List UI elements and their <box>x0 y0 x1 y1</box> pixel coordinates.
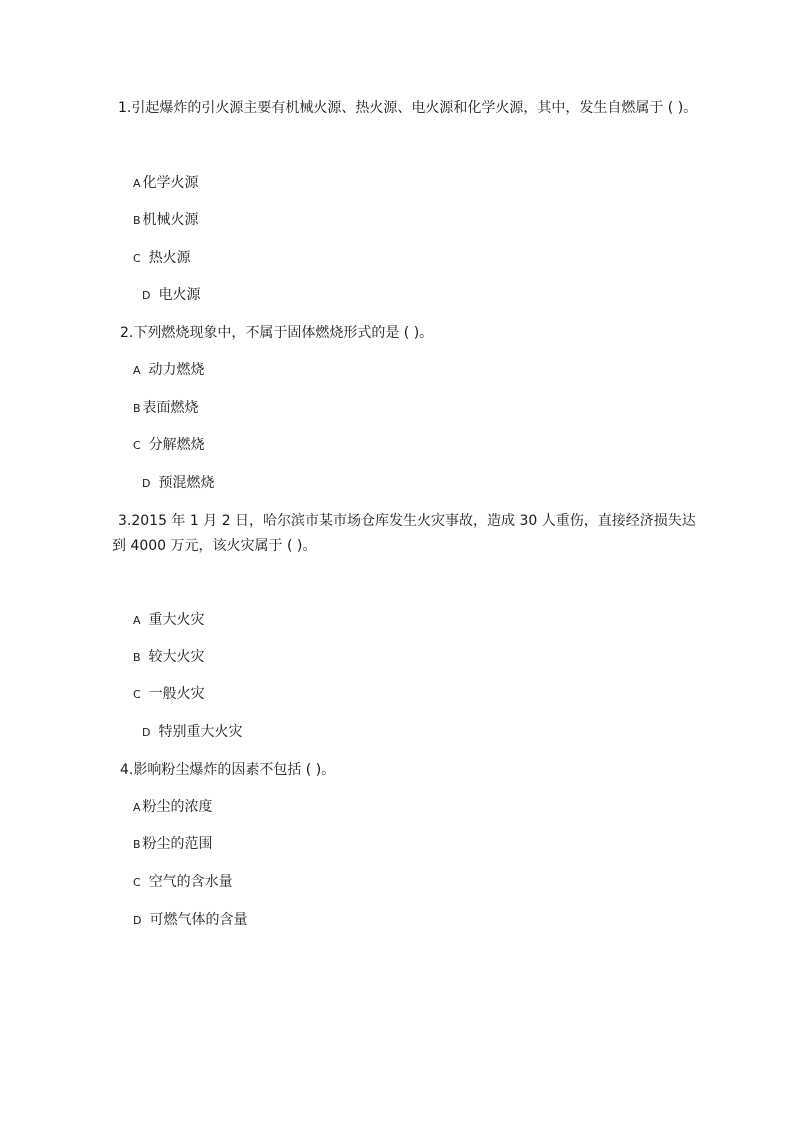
question-2-option-a <box>133 360 205 381</box>
question-1-option-d <box>142 285 200 306</box>
option-text: 重大火灾 <box>148 612 205 628</box>
option-letter: B <box>133 651 141 664</box>
option-text: 预混燃烧 <box>158 475 215 491</box>
question-4-option-a <box>133 797 213 818</box>
option-letter: C <box>133 439 141 452</box>
question-3-text-line-2: 到 4000 万元，该火灾属于 ( )。 <box>112 538 317 554</box>
option-text: 机械火源 <box>142 212 199 228</box>
option-letter: D <box>142 289 151 302</box>
question-2-option-c <box>133 435 205 456</box>
option-letter: D <box>133 914 142 927</box>
question-4-option-b <box>133 834 213 855</box>
question-3-option-b <box>133 647 205 668</box>
question-1-option-b <box>133 210 199 231</box>
option-text: 分解燃烧 <box>148 437 205 453</box>
option-letter: A <box>133 364 141 377</box>
option-letter: B <box>133 838 141 851</box>
option-letter: B <box>133 214 141 227</box>
option-text: 电火源 <box>158 287 201 303</box>
question-1-option-a <box>133 173 199 194</box>
option-letter: A <box>133 614 141 627</box>
option-letter: D <box>142 477 151 490</box>
option-text: 一般火灾 <box>148 686 205 702</box>
option-letter: A <box>133 177 141 190</box>
option-letter: B <box>133 402 141 415</box>
question-1-text: 1.引起爆炸的引火源主要有机械火源、热火源、电火源和化学火源，其中，发生自燃属于 ( )。 <box>118 100 698 116</box>
option-text: 热火源 <box>148 250 191 266</box>
option-text: 表面燃烧 <box>142 400 199 416</box>
option-letter: D <box>142 726 151 739</box>
question-2-option-b <box>133 398 199 419</box>
question-4-option-d <box>133 910 247 931</box>
question-3-option-d <box>142 722 242 743</box>
option-letter: A <box>133 801 141 814</box>
option-text: 化学火源 <box>142 175 199 191</box>
option-text: 空气的含水量 <box>148 874 233 890</box>
option-text: 较大火灾 <box>148 649 205 665</box>
option-letter: C <box>133 876 141 889</box>
question-2-option-d <box>142 473 214 494</box>
question-3-text-line-1: 3.2015 年 1 月 2 日，哈尔滨市某市场仓库发生火灾事故，造成 30 人重伤，直接经济损失达 <box>118 513 696 529</box>
option-letter: C <box>133 688 141 701</box>
question-2-text: 2.下列燃烧现象中，不属于固体燃烧形式的是 ( )。 <box>120 325 434 341</box>
option-text: 可燃气体的含量 <box>149 912 248 928</box>
option-text: 粉尘的浓度 <box>142 799 213 815</box>
question-3-option-c <box>133 684 205 705</box>
question-3-option-a <box>133 610 205 631</box>
question-4-option-c <box>133 872 233 893</box>
question-4-text: 4.影响粉尘爆炸的因素不包括 ( )。 <box>120 762 336 778</box>
option-letter: C <box>133 252 141 265</box>
question-1-option-c <box>133 248 191 269</box>
option-text: 动力燃烧 <box>148 362 205 378</box>
option-text: 特别重大火灾 <box>158 724 243 740</box>
option-text: 粉尘的范围 <box>142 836 213 852</box>
